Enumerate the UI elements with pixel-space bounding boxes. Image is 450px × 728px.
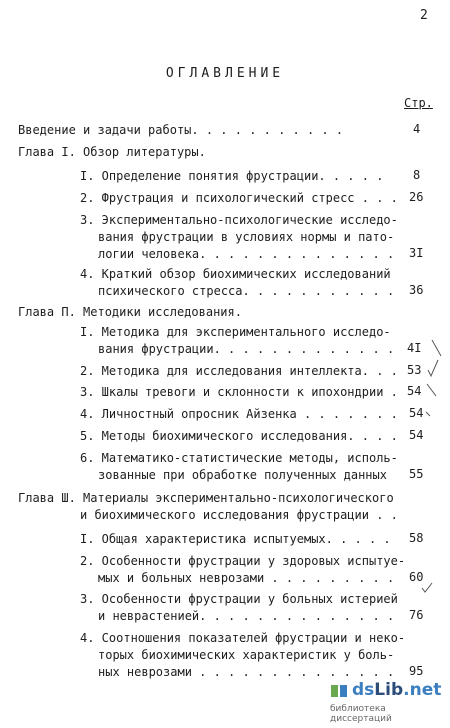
toc-chapter: Глава П. Методики исследования. [18,305,242,319]
toc-row: торых биохимических характеристик у боль- [98,648,395,662]
toc-page-number: 54 [407,384,422,398]
toc-row: 4. Краткий обзор биохимических исследований [80,267,391,281]
toc-row: 2. Методика для исследования интеллекта. . . [80,364,398,378]
toc-row: Введение и задачи работы. . . . . . . . . . . [18,123,344,137]
toc-chapter: Глава Ш. Материалы экспериментально-психологического [18,491,394,505]
page-number: 2 [420,8,428,23]
toc-page-number: 58 [409,531,424,545]
toc-page-number: 8 [413,168,421,182]
page-column-header: Стр. [404,96,433,110]
pencil-tick-icon [424,402,434,418]
toc-row: 4. Личностный опросник Айзенка . . . . . . . [80,407,398,421]
pencil-tick-icon [426,358,440,380]
toc-row: и неврастенией. . . . . . . . . . . . . . [98,609,395,623]
toc-row: 3. Особенности фрустрации у больных истерией [80,592,398,606]
toc-row: вания фрустрации. . . . . . . . . . . . . [98,342,395,356]
toc-row: I. Методика для экспериментального исследо- [80,325,391,339]
watermark-subtitle: библиотека диссертаций [330,704,392,724]
toc-row: мых и больных неврозами . . . . . . . . . [98,571,395,585]
toc-row: 3. Экспериментально-психологические исследо- [80,213,398,227]
toc-page-number: 55 [409,467,424,481]
toc-page-number: 3I [409,246,424,260]
toc-row: вания фрустрации в условиях нормы и пато- [98,230,395,244]
toc-row: 3. Шкалы тревоги и склонности к ипохондрии . [80,385,398,399]
toc-row: 5. Методы биохимического исследования. . . . [80,429,398,443]
toc-page-number: 76 [409,608,424,622]
toc-page-number: 54 [409,406,424,420]
toc-row: 2. Особенности фрустрации у здоровых испытуе- [80,554,406,568]
page-title: ОГЛАВЛЕНИЕ [165,66,285,81]
toc-row: и биохимического исследования фрустрации . . [80,508,398,522]
toc-page-number: 36 [409,283,424,297]
toc-chapter: Глава I. Обзор литературы. [18,145,206,159]
toc-row: логии человека. . . . . . . . . . . . . . [98,247,395,261]
toc-page-number: 53 [407,363,422,377]
toc-row: 2. Фрустрация и психологический стресс . . . [80,191,398,205]
toc-page-number: 54 [409,428,424,442]
pencil-tick-icon [425,380,439,402]
toc-row: 6. Математико-статистические методы, исполь- [80,451,398,465]
toc-row: 4. Соотношения показателей фрустрации и неко- [80,631,406,645]
toc-row: зованные при обработке полученных данных [98,468,387,482]
toc-page-number: 60 [409,570,424,584]
toc-page-number: 4I [407,341,422,355]
toc-row: I. Определение понятия фрустрации. . . . . [80,169,384,183]
watermark-brand: dsLib.net [352,680,442,700]
toc-page-number: 95 [409,664,424,678]
toc-row: I. Общая характеристика испытуемых. . . . . [80,532,391,546]
book-logo-icon [330,682,348,700]
toc-row: психического стресса. . . . . . . . . . . [98,284,395,298]
pencil-tick-icon [430,338,444,358]
toc-row: ных неврозами . . . . . . . . . . . . . . [98,665,395,679]
pencil-tick-icon [420,580,434,594]
toc-page-number: 4 [413,122,421,136]
toc-page-number: 26 [409,190,424,204]
